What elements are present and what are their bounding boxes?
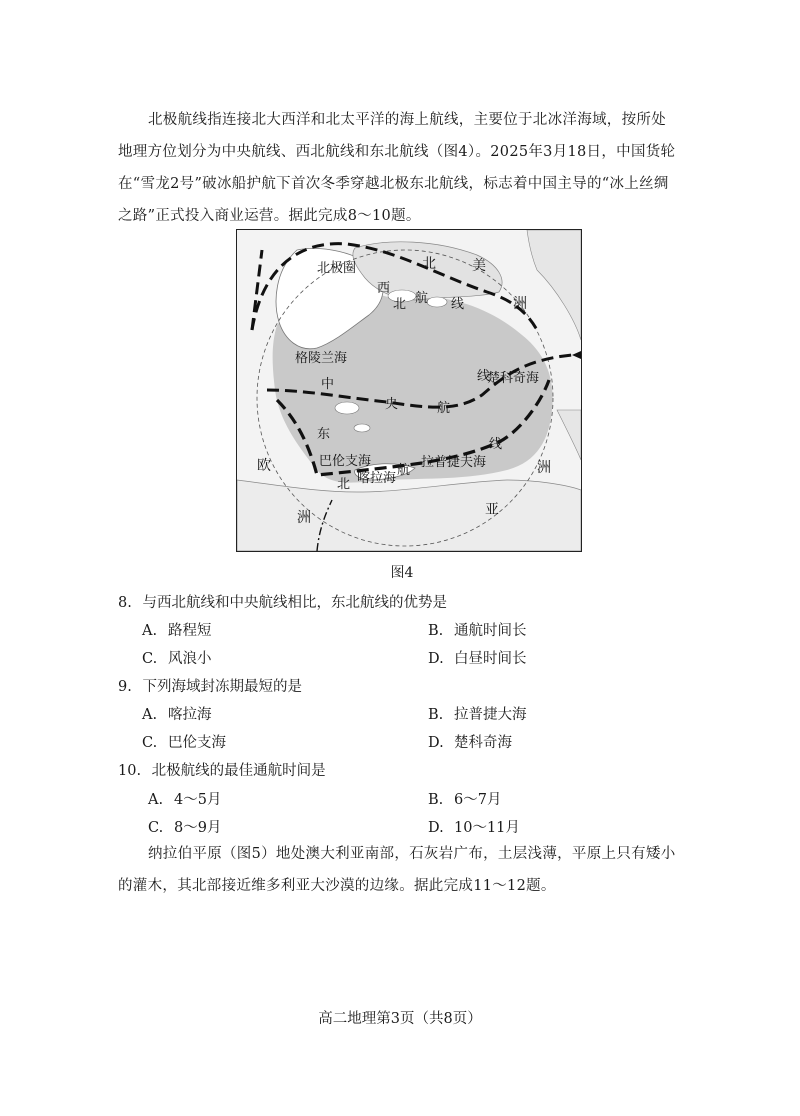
- label-central-3: 航: [437, 401, 451, 416]
- label-central-2: 央: [385, 397, 399, 412]
- intro-paragraph: [118, 104, 678, 232]
- label-northeast-1: 东: [317, 427, 331, 442]
- option-10a[interactable]: A. 4～5月: [148, 792, 222, 808]
- question-8: [118, 592, 447, 614]
- label-central-1: 中: [321, 377, 335, 392]
- label-northwest-3: 航: [415, 291, 429, 306]
- label-northeast-4: 线: [489, 437, 503, 452]
- option-9b[interactable]: B. 拉普捷大海: [428, 707, 527, 723]
- question-10: [118, 760, 326, 782]
- label-barents-sea: 巴伦支海: [319, 454, 372, 469]
- label-europe-1: 欧: [257, 458, 271, 474]
- question-stem: 北极航线的最佳通航时间是: [151, 763, 326, 779]
- label-northwest-2: 北: [393, 297, 407, 312]
- label-north: 北: [422, 256, 436, 272]
- option-9d[interactable]: D. 楚科奇海: [428, 735, 512, 751]
- label-greenland-sea: 格陵兰海: [295, 351, 348, 366]
- option-8a[interactable]: A. 路程短: [142, 623, 212, 639]
- figure-caption: 图4: [390, 565, 414, 581]
- label-asia-2: 洲: [537, 460, 551, 476]
- question-stem: 与西北航线和中央航线相比，东北航线的优势是: [142, 595, 447, 611]
- option-10d[interactable]: D. 10～11月: [428, 820, 520, 836]
- option-10c[interactable]: C. 8～9月: [148, 820, 222, 836]
- label-northeast-2: 北: [337, 477, 351, 492]
- label-kara-sea: 喀拉海: [357, 471, 397, 486]
- label-america: 美: [472, 258, 486, 274]
- label-asia-1: 亚: [485, 502, 499, 518]
- label-continent-top: 洲: [513, 296, 527, 312]
- option-9a[interactable]: A. 喀拉海: [142, 707, 212, 723]
- option-10b[interactable]: B. 6～7月: [428, 792, 502, 808]
- label-central-4: 线: [477, 369, 491, 384]
- label-northwest-1: 西: [377, 281, 391, 296]
- label-northwest-4: 线: [451, 297, 465, 312]
- arctic-routes-map: [236, 229, 582, 552]
- option-8b[interactable]: B. 通航时间长: [428, 623, 527, 639]
- label-europe-2: 洲: [297, 510, 311, 526]
- question-number: 9.: [118, 679, 132, 695]
- label-northeast-3: 航: [397, 463, 411, 478]
- option-9c[interactable]: C. 巴伦支海: [142, 735, 226, 751]
- intro-paragraph-2: [118, 838, 678, 902]
- question-number: 10.: [118, 763, 142, 779]
- label-chukchi-sea: 楚科奇海: [487, 371, 540, 386]
- question-number: 8.: [118, 595, 132, 611]
- intro2-text: 纳拉伯平原（图5）地处澳大利亚南部，石灰岩广布，土层浅薄，平原上只有矮小的灌木，其北部接近维多利亚大沙漠的边缘。据此完成11～12题。: [118, 846, 676, 894]
- option-8d[interactable]: D. 白昼时间长: [428, 651, 527, 667]
- option-8c[interactable]: C. 风浪小: [142, 651, 212, 667]
- page-footer: 高二地理第3页（共8页）: [318, 1011, 482, 1027]
- label-laptev-sea: 拉普捷夫海: [421, 455, 487, 470]
- intro-text: 北极航线指连接北大西洋和北太平洋的海上航线，主要位于北冰洋海域，按所处地理方位划分为中央航线、西北航线和东北航线（图4）。2025年3月18日，中国货轮在“雪龙2号”破冰船护航下首次冬季穿越北极东北航线，标志着中国主导的“冰上丝绸之路”正式投入商业运营。据此完成8～10题。: [118, 112, 676, 224]
- question-9: [118, 676, 302, 698]
- question-stem: 下列海域封冻期最短的是: [142, 679, 302, 695]
- label-arctic-circle: 北极圈: [317, 261, 357, 276]
